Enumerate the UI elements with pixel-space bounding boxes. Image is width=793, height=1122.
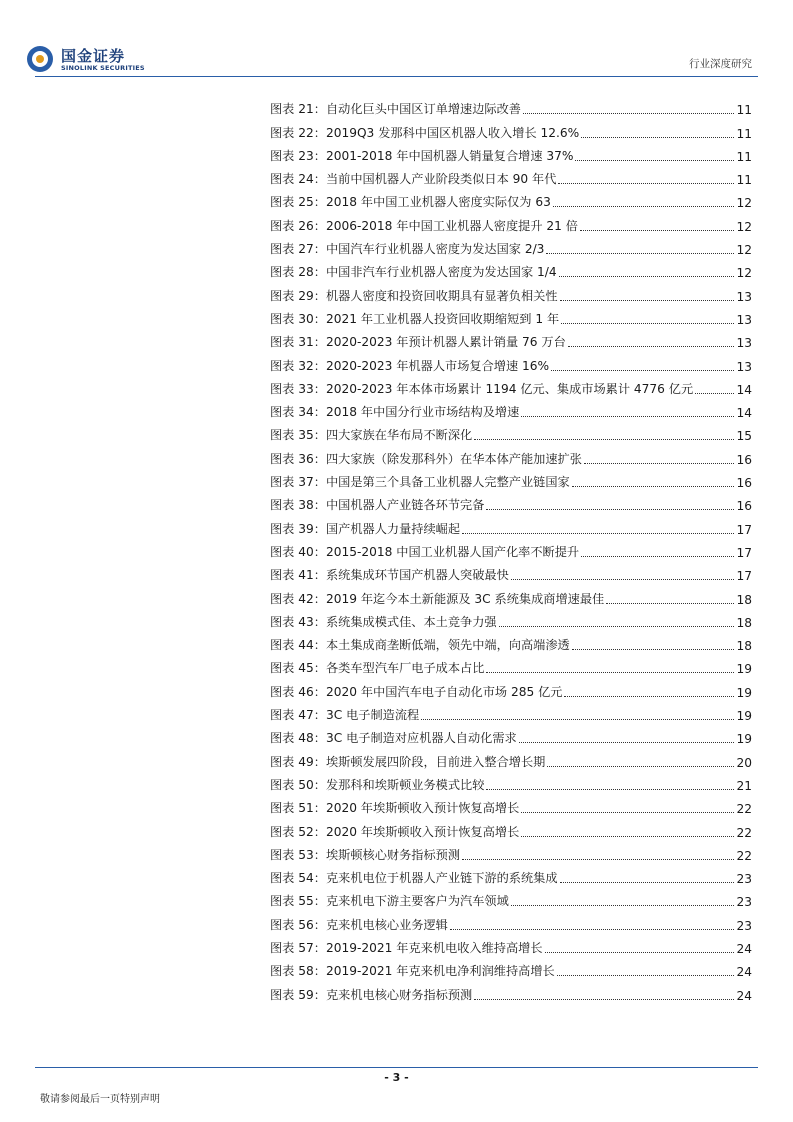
toc-entry-page: 16	[736, 499, 752, 514]
toc-entry-number: 图表 38：	[270, 498, 326, 513]
toc-leader-dots	[450, 929, 735, 930]
toc-entry[interactable]	[270, 187, 752, 210]
toc-entry-number: 图表 57：	[270, 940, 326, 955]
toc-leader-dots	[560, 882, 735, 883]
toc-entry-title: 2001-2018 年中国机器人销量复合增速 37%	[325, 148, 574, 163]
toc-leader-dots	[519, 742, 735, 743]
toc-entry-number: 图表 50：	[270, 777, 326, 792]
toc-leader-dots	[551, 370, 734, 371]
toc-leader-dots	[558, 183, 734, 184]
toc-entry-number: 图表 52：	[270, 824, 326, 839]
toc-entry-page: 12	[736, 243, 752, 258]
logo-name-en: SINOLINK SECURITIES	[61, 64, 145, 72]
toc-entry-number: 图表 58：	[270, 964, 326, 979]
toc-entry-page: 18	[736, 615, 752, 630]
toc-entry[interactable]	[270, 350, 752, 373]
toc-leader-dots	[486, 509, 734, 510]
toc-leader-dots	[572, 649, 735, 650]
toc-entry-number: 图表 34：	[270, 405, 326, 420]
toc-entry-title: 2020 年中国汽车电子自动化市场 285 亿元	[325, 684, 563, 699]
toc-entry-page: 17	[736, 569, 752, 584]
toc-entry[interactable]	[270, 210, 752, 233]
toc-entry[interactable]	[270, 909, 752, 932]
toc-entry-number: 图表 23：	[270, 148, 326, 163]
toc-leader-dots	[568, 346, 735, 347]
toc-leader-dots	[523, 113, 735, 114]
toc-entry-title: 埃斯顿发展四阶段，目前进入整合增长期	[325, 754, 546, 769]
toc-leader-dots	[521, 812, 734, 813]
toc-entry-page: 12	[736, 266, 752, 281]
toc-entry-page: 24	[736, 988, 752, 1003]
toc-entry-page: 18	[736, 639, 752, 654]
toc-leader-dots	[486, 672, 734, 673]
toc-entry-title: 2019-2021 年克来机电收入维持高增长	[325, 940, 543, 955]
toc-entry-title: 2021 年工业机器人投资回收期缩短到 1 年	[325, 311, 560, 326]
document-type: 行业深度研究	[689, 58, 752, 70]
toc-entry[interactable]	[270, 117, 752, 140]
toc-entry-title: 中国机器人产业链各环节完备	[325, 498, 485, 513]
toc-entry-page: 11	[736, 149, 752, 164]
toc-entry-title: 2019-2021 年克来机电净利润维持高增长	[325, 964, 555, 979]
toc-entry[interactable]	[270, 490, 752, 513]
toc-entry-page: 22	[736, 825, 752, 840]
toc-entry-title: 埃斯顿核心财务指标预测	[325, 847, 461, 862]
toc-leader-dots	[511, 579, 735, 580]
toc-entry-title: 3C 电子制造流程	[325, 708, 420, 723]
toc-leader-dots	[546, 253, 734, 254]
toc-entry-number: 图表 36：	[270, 451, 326, 466]
toc-entry-title: 中国非汽车行业机器人密度为发达国家 1/4	[325, 265, 557, 280]
toc-entry-title: 3C 电子制造对应机器人自动化需求	[325, 731, 517, 746]
toc-entry-number: 图表 28：	[270, 265, 326, 280]
toc-entry[interactable]	[270, 537, 752, 560]
toc-leader-dots	[486, 789, 734, 790]
toc-entry-number: 图表 27：	[270, 242, 326, 257]
toc-entry[interactable]	[270, 793, 752, 816]
toc-entry-title: 2018 年中国分行业市场结构及增速	[325, 405, 520, 420]
toc-leader-dots	[606, 603, 734, 604]
toc-entry-page: 11	[736, 173, 752, 188]
toc-leader-dots	[547, 766, 734, 767]
toc-entry-title: 本土集成商垄断低端，领先中端，向高端渗透	[325, 638, 570, 653]
toc-entry[interactable]	[270, 700, 752, 723]
toc-entry-number: 图表 47：	[270, 708, 326, 723]
toc-leader-dots	[581, 137, 734, 138]
toc-leader-dots	[559, 276, 735, 277]
toc-entry-page: 11	[736, 103, 752, 118]
toc-entry-title: 国产机器人力量持续崛起	[325, 521, 461, 536]
toc-entry-page: 12	[736, 196, 752, 211]
toc-entry-page: 13	[736, 312, 752, 327]
toc-entry-title: 克来机电位于机器人产业链下游的系统集成	[325, 871, 558, 886]
toc-entry-title: 各类车型汽车厂电子成本占比	[325, 661, 485, 676]
toc-entry-page: 13	[736, 289, 752, 304]
page-number: - 3 -	[384, 1071, 409, 1084]
toc-entry-number: 图表 33：	[270, 381, 326, 396]
toc-entry-page: 19	[736, 685, 752, 700]
toc-leader-dots	[553, 206, 735, 207]
toc-entry-number: 图表 41：	[270, 568, 326, 583]
toc-leader-dots	[462, 859, 734, 860]
toc-entry-number: 图表 39：	[270, 521, 326, 536]
page-header	[0, 0, 793, 80]
toc-entry-title: 中国是第三个具备工业机器人完整产业链国家	[325, 475, 570, 490]
toc-leader-dots	[474, 439, 734, 440]
toc-entry[interactable]	[270, 979, 752, 1002]
toc-entry-number: 图表 32：	[270, 358, 326, 373]
toc-entry[interactable]	[270, 653, 752, 676]
toc-entry[interactable]	[270, 304, 752, 327]
toc-leader-dots	[581, 556, 734, 557]
toc-entry-title: 四大家族（除发那科外）在华本体产能加速扩张	[325, 451, 582, 466]
toc-entry-title: 四大家族在华布局不断深化	[325, 428, 473, 443]
toc-leader-dots	[575, 160, 734, 161]
toc-entry-title: 克来机电下游主要客户为汽车领域	[325, 894, 509, 909]
toc-entry-title: 克来机电核心财务指标预测	[325, 987, 473, 1002]
toc-entry-title: 2018 年中国工业机器人密度实际仅为 63	[325, 195, 551, 210]
toc-entry-page: 19	[736, 732, 752, 747]
toc-entry[interactable]	[270, 583, 752, 606]
toc-entry[interactable]	[270, 816, 752, 839]
toc-entry-number: 图表 21：	[270, 102, 326, 117]
toc-leader-dots	[521, 416, 734, 417]
toc-entry-title: 当前中国机器人产业阶段类似日本 90 年代	[325, 172, 557, 187]
toc-entry-number: 图表 45：	[270, 661, 326, 676]
toc-entry[interactable]	[270, 607, 752, 630]
toc-leader-dots	[421, 719, 734, 720]
disclaimer-note: 敬请参阅最后一页特别声明	[40, 1094, 160, 1105]
toc-entry-title: 2015-2018 中国工业机器人国产化率不断提升	[325, 544, 580, 559]
toc-entry-number: 图表 35：	[270, 428, 326, 443]
toc-entry[interactable]	[270, 886, 752, 909]
toc-entry[interactable]	[270, 723, 752, 746]
toc-entry-page: 11	[736, 126, 752, 141]
toc-entry[interactable]	[270, 467, 752, 490]
toc-entry-title: 自动化巨头中国区订单增速边际改善	[325, 102, 521, 117]
toc-leader-dots	[584, 463, 735, 464]
toc-leader-dots	[572, 486, 735, 487]
toc-entry-number: 图表 22：	[270, 125, 326, 140]
toc-entry-page: 14	[736, 382, 752, 397]
toc-leader-dots	[560, 300, 735, 301]
toc-entry-page: 13	[736, 359, 752, 374]
toc-entry-title: 发那科和埃斯顿业务模式比较	[325, 777, 485, 792]
company-logo	[27, 43, 152, 75]
toc-entry[interactable]	[270, 234, 752, 257]
toc-entry-page: 17	[736, 522, 752, 537]
toc-entry[interactable]	[270, 863, 752, 886]
toc-entry-number: 图表 26：	[270, 218, 326, 233]
toc-leader-dots	[499, 626, 735, 627]
toc-entry-number: 图表 55：	[270, 894, 326, 909]
toc-entry[interactable]	[270, 280, 752, 303]
toc-entry-page: 20	[736, 755, 752, 770]
toc-entry-title: 2006-2018 年中国工业机器人密度提升 21 倍	[325, 218, 578, 233]
toc-entry-title: 2019 年迄今本土新能源及 3C 系统集成商增速最佳	[325, 591, 605, 606]
toc-entry-number: 图表 29：	[270, 288, 326, 303]
toc-entry[interactable]	[270, 257, 752, 280]
toc-entry-number: 图表 49：	[270, 754, 326, 769]
toc-leader-dots	[695, 393, 734, 394]
toc-entry[interactable]	[270, 746, 752, 769]
toc-entry-page: 15	[736, 429, 752, 444]
toc-entry-title: 2020-2023 年预计机器人累计销量 76 万台	[325, 335, 566, 350]
toc-entry-title: 2020 年埃斯顿收入预计恢复高增长	[325, 824, 520, 839]
toc-entry-number: 图表 48：	[270, 731, 326, 746]
toc-entry-number: 图表 30：	[270, 311, 326, 326]
toc-entry[interactable]	[270, 840, 752, 863]
toc-entry[interactable]	[270, 560, 752, 583]
toc-entry[interactable]	[270, 164, 752, 187]
toc-entry[interactable]	[270, 630, 752, 653]
toc-entry[interactable]	[270, 374, 752, 397]
toc-entry-page: 23	[736, 872, 752, 887]
toc-entry[interactable]	[270, 397, 752, 420]
toc-entry-page: 16	[736, 476, 752, 491]
toc-entry-number: 图表 25：	[270, 195, 326, 210]
toc-entry-title: 2020-2023 年本体市场累计 1194 亿元、集成市场累计 4776 亿元	[325, 381, 694, 396]
toc-leader-dots	[564, 696, 734, 697]
toc-entry-page: 13	[736, 336, 752, 351]
toc-entry-page: 24	[736, 941, 752, 956]
toc-entry-number: 图表 40：	[270, 544, 326, 559]
toc-leader-dots	[462, 533, 734, 534]
toc-entry-number: 图表 53：	[270, 847, 326, 862]
toc-entry-page: 16	[736, 452, 752, 467]
toc-entry-number: 图表 42：	[270, 591, 326, 606]
toc-entry-title: 机器人密度和投资回收期具有显著负相关性	[325, 288, 558, 303]
toc-leader-dots	[511, 905, 735, 906]
toc-entry-title: 中国汽车行业机器人密度为发达国家 2/3	[325, 242, 545, 257]
toc-entry[interactable]	[270, 933, 752, 956]
table-of-figures	[270, 94, 752, 1003]
header-divider	[35, 76, 758, 77]
toc-entry-page: 22	[736, 802, 752, 817]
toc-entry-title: 2020-2023 年机器人市场复合增速 16%	[325, 358, 550, 373]
toc-entry[interactable]	[270, 770, 752, 793]
toc-leader-dots	[557, 975, 735, 976]
toc-entry-number: 图表 54：	[270, 871, 326, 886]
toc-entry-number: 图表 44：	[270, 638, 326, 653]
toc-entry[interactable]	[270, 327, 752, 350]
toc-entry-title: 系统集成环节国产机器人突破最快	[325, 568, 509, 583]
toc-leader-dots	[580, 230, 735, 231]
toc-entry-title: 2020 年埃斯顿收入预计恢复高增长	[325, 801, 520, 816]
footer-divider	[35, 1067, 758, 1068]
toc-entry[interactable]	[270, 420, 752, 443]
toc-entry-page: 19	[736, 709, 752, 724]
toc-leader-dots	[521, 836, 734, 837]
toc-entry-number: 图表 59：	[270, 987, 326, 1002]
toc-entry-page: 24	[736, 965, 752, 980]
toc-entry-number: 图表 37：	[270, 475, 326, 490]
toc-entry-number: 图表 46：	[270, 684, 326, 699]
toc-entry-page: 22	[736, 848, 752, 863]
toc-entry[interactable]	[270, 94, 752, 117]
toc-entry[interactable]	[270, 676, 752, 699]
toc-entry-title: 系统集成模式佳、本土竞争力强	[325, 614, 497, 629]
toc-entry[interactable]	[270, 443, 752, 466]
toc-entry-page: 19	[736, 662, 752, 677]
toc-entry-page: 14	[736, 406, 752, 421]
toc-entry-number: 图表 43：	[270, 614, 326, 629]
toc-entry-number: 图表 24：	[270, 172, 326, 187]
toc-entry[interactable]	[270, 141, 752, 164]
toc-entry-title: 克来机电核心业务逻辑	[325, 917, 448, 932]
toc-leader-dots	[474, 999, 734, 1000]
logo-mark-icon	[27, 46, 53, 72]
logo-name-cn: 国金证券	[61, 47, 126, 65]
toc-entry-number: 图表 31：	[270, 335, 326, 350]
toc-entry-title: 2019Q3 发那科中国区机器人收入增长 12.6%	[325, 125, 580, 140]
toc-entry-page: 23	[736, 918, 752, 933]
toc-entry[interactable]	[270, 513, 752, 536]
toc-entry-page: 21	[736, 778, 752, 793]
toc-entry[interactable]	[270, 956, 752, 979]
toc-leader-dots	[561, 323, 734, 324]
toc-entry-page: 18	[736, 592, 752, 607]
toc-entry-page: 12	[736, 219, 752, 234]
toc-leader-dots	[545, 952, 735, 953]
toc-entry-number: 图表 51：	[270, 801, 326, 816]
toc-entry-page: 17	[736, 545, 752, 560]
toc-entry-number: 图表 56：	[270, 917, 326, 932]
toc-entry-page: 23	[736, 895, 752, 910]
